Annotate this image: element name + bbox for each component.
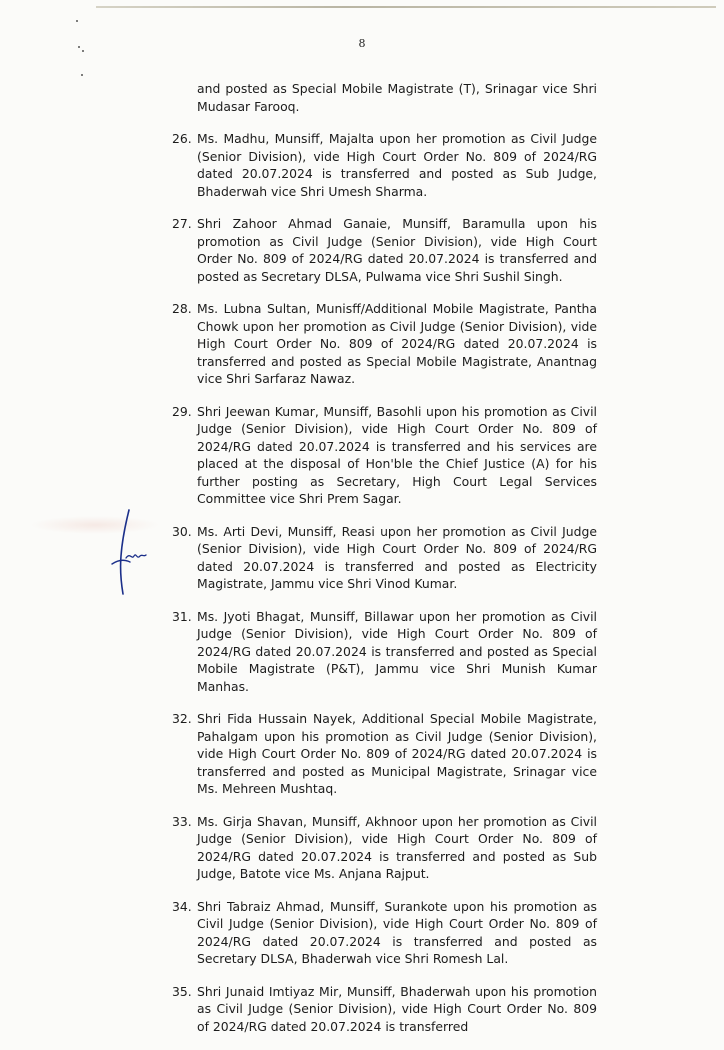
item-number: 26. (172, 131, 192, 146)
item-number: 29. (172, 403, 192, 419)
item-text: Shri Junaid Imtiyaz Mir, Munsiff, Bhaderwah upon his promotion as Civil Judge (Senior Division), vide High Court Order No. 809 of 2024/RG dated 20.07.2024 is transferred (197, 983, 597, 1034)
order-item (172, 983, 597, 1036)
order-item (172, 813, 597, 883)
item-text: Ms. Girja Shavan, Munsiff, Akhnoor upon her promotion as Civil Judge (Senior Division), vide High Court Order No. 809 of 2024/RG dated 20.07.2024 is transferred and posted as Sub Judge, Batote vice Ms. Anjana Rajput. (197, 813, 597, 881)
scan-speck (76, 20, 78, 22)
document-body (172, 80, 597, 1050)
handwritten-initials-signature (108, 508, 148, 598)
order-item (172, 130, 597, 200)
item-text: Shri Fida Hussain Nayek, Additional Special Mobile Magistrate, Pahalgam upon his promotion as Civil Judge (Senior Division), vide High Court Order No. 809 of 2024/RG dated 20.07.2024 is transferred and posted as Municipal Magistrate, Srinagar vice Ms. Mehreen Mushtaq. (197, 711, 597, 796)
order-items-list (172, 130, 597, 1035)
item-number: 32. (172, 711, 192, 726)
item-text: Shri Tabraiz Ahmad, Munsiff, Surankote upon his promotion as Civil Judge (Senior Division), vide High Court Order No. 809 of 2024/RG dated 20.07.2024 is transferred and posted as Secretary DLSA, Bhaderwah vice Shri Romesh Lal. (197, 898, 597, 966)
item-text: Ms. Jyoti Bhagat, Munsiff, Billawar upon her promotion as Civil Judge (Senior Division), vide High Court Order No. 809 of 2024/RG dated 20.07.2024 is transferred and posted as Special Mobile Magistrate (P&T), Jammu vice Shri Munish Kumar Manhas. (197, 608, 597, 694)
item-text: Ms. Arti Devi, Munsiff, Reasi upon her promotion as Civil Judge (Senior Division), vide High Court Order No. 809 of 2024/RG dated 20.07.2024 is transferred and posted as Electricity Magistrate, Jammu vice Shri Vinod Kumar. (197, 523, 597, 591)
order-item (172, 403, 597, 508)
page-number: 8 (358, 37, 366, 50)
order-item (172, 523, 597, 593)
order-item (172, 710, 597, 798)
item-number: 35. (172, 983, 192, 999)
item-number: 28. (172, 301, 192, 316)
top-border-rule (96, 6, 716, 8)
item-number: 27. (172, 216, 192, 231)
item-text: Ms. Madhu, Munsiff, Majalta upon her promotion as Civil Judge (Senior Division), vide High Court Order No. 809 of 2024/RG dated 20.07.2024 is transferred and posted as Sub Judge, Bhaderwah vice Shri Umesh Sharma. (197, 131, 597, 199)
item-number: 31. (172, 608, 192, 624)
item-number: 34. (172, 898, 192, 914)
scan-speck (81, 74, 83, 76)
order-item (172, 215, 597, 285)
order-item (172, 608, 597, 696)
item-number: 33. (172, 813, 192, 829)
item-text: Shri Jeewan Kumar, Munsiff, Basohli upon his promotion as Civil Judge (Senior Division), vide High Court Order No. 809 of 2024/RG dated 20.07.2024 is transferred and his services are placed at the disposal of Hon'ble the Chief Justice (A) for his further posting as Secretary, High Court Legal Services Committee vice Shri Prem Sagar. (197, 403, 597, 506)
continuation-paragraph: and posted as Special Mobile Magistrate (T), Srinagar vice Shri Mudasar Farooq. (197, 81, 597, 114)
item-text: Shri Zahoor Ahmad Ganaie, Munsiff, Baramulla upon his promotion as Civil Judge (Senior Division), vide High Court Order No. 809 of 2024/RG dated 20.07.2024 is transferred and posted as Secretary DLSA, Pulwama vice Shri Sushil Singh. (197, 216, 597, 284)
scan-speck (82, 50, 84, 52)
item-text: Ms. Lubna Sultan, Munisff/Additional Mobile Magistrate, Pantha Chowk upon her promotion as Civil Judge (Senior Division), vide High Court Order No. 809 of 2024/RG dated 20.07.2024 is transferred and posted as Special Mobile Magistrate, Anantnag vice Shri Sarfaraz Nawaz. (197, 301, 597, 386)
order-item (172, 898, 597, 968)
item-number: 30. (172, 523, 192, 539)
order-item (172, 300, 597, 388)
